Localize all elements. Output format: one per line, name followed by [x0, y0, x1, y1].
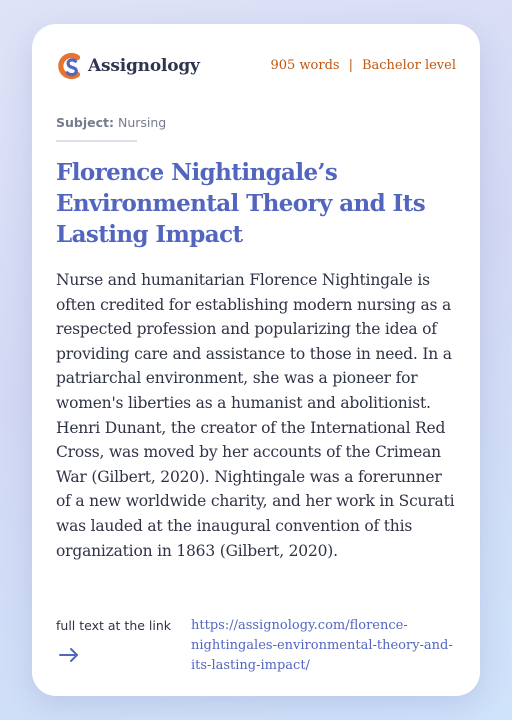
academic-level: Bachelor level [361, 58, 456, 73]
subject-value: Nursing [117, 115, 167, 130]
subject-label: Subject: [56, 115, 114, 130]
subject-underline [56, 140, 137, 142]
essay-meta [270, 58, 456, 73]
essay-card [32, 24, 480, 696]
full-text-label: full text at the link [56, 618, 172, 633]
subject [56, 115, 166, 130]
arrow-right-icon[interactable] [58, 644, 80, 666]
logo[interactable] [56, 51, 200, 81]
essay-excerpt: Nurse and humanitarian Florence Nightingale is often credited for establishing modern nursing as a respected profession and popularizing the idea of providing care and assistance to those in need. In a patriarchal environment, she was a pioneer for women's liberties as a humanist and abolitionist. Henri Dunant, the creator of the International Red Cross, was moved by her accounts of the Crimean War (Gilbert, 2020). Nightingale was a forerunner of a new worldwide charity, and her work in Scurati was lauded at the inaugural convention of this organization in 1863 (Gilbert, 2020). [56, 271, 455, 560]
assignology-logo-icon [56, 51, 86, 81]
brand-name: Assignology [88, 56, 200, 76]
word-count: 905 words [270, 58, 340, 73]
meta-separator: | [348, 58, 353, 73]
essay-title: Florence Nightingale’s Environmental Theory and Its Lasting Impact [56, 159, 426, 248]
full-text-link[interactable]: https://assignology.com/florence-nightingales-environmental-theory-and-its-lasting-impact/ [191, 618, 453, 673]
